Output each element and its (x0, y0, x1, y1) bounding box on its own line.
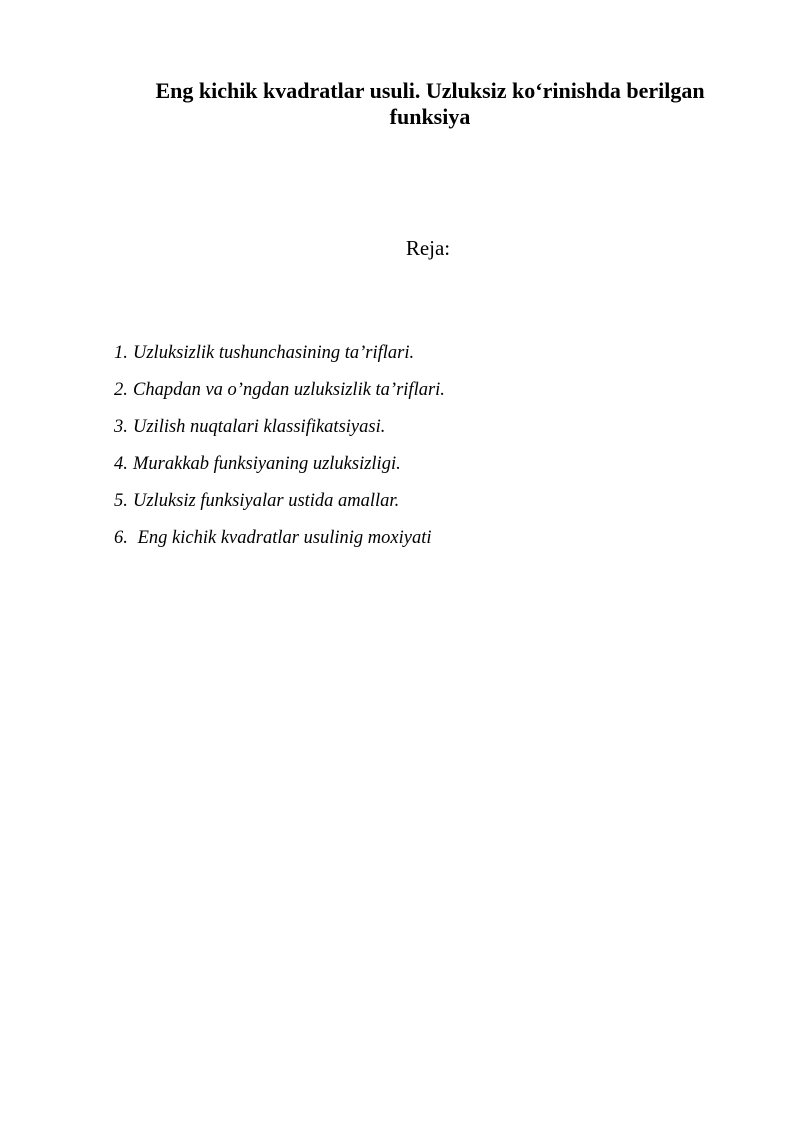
plan-item-text: Uzluksizlik tushunchasining ta’riflari. (133, 343, 415, 363)
plan-item-number: 6. (114, 528, 128, 548)
plan-item (114, 452, 445, 489)
plan-item-text: Uzluksiz funksiyalar ustida amallar. (133, 491, 400, 511)
plan-item (114, 415, 445, 452)
plan-item-number: 3. (114, 417, 128, 437)
plan-item-number: 2. (114, 380, 128, 400)
plan-item-number: 5. (114, 491, 128, 511)
title-line-1: Eng kichik kvadratlar usuli. Uzluksiz ko‘rinishda berilgan (155, 78, 705, 103)
plan-item-text: Murakkab funksiyaning uzluksizligi. (133, 454, 401, 474)
plan-item-number: 4. (114, 454, 128, 474)
plan-list (114, 341, 445, 563)
plan-item (114, 526, 445, 563)
plan-item (114, 489, 445, 526)
plan-item-text: Eng kichik kvadratlar usulinig moxiyati (133, 528, 432, 548)
title-line-2: funksiya (389, 104, 471, 129)
plan-item-text: Chapdan va o’ngdan uzluksizlik ta’riflari. (133, 380, 445, 400)
document-title (110, 78, 750, 130)
plan-item (114, 378, 445, 415)
plan-item-text: Uzilish nuqtalari klassifikatsiyasi. (133, 417, 386, 437)
plan-item-number: 1. (114, 343, 128, 363)
plan-item (114, 341, 445, 378)
plan-heading: Reja: (405, 236, 451, 260)
